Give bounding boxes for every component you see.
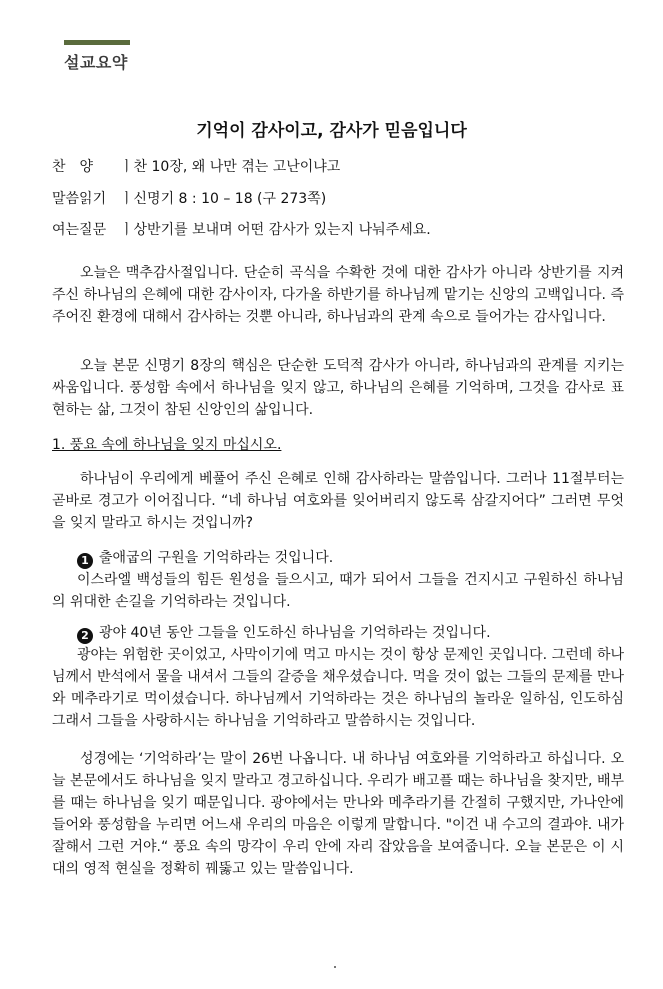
point-1-title: 출애굽의 구원을 기억하라는 것입니다. <box>99 550 334 566</box>
meta-hymn <box>52 156 340 176</box>
header-bar <box>64 40 130 45</box>
section-heading-1: 1. 풍요 속에 하나님을 잊지 마십시오. <box>52 437 282 453</box>
point-1-number: 1 <box>77 553 93 569</box>
header-label: 설교요약 <box>64 53 128 72</box>
point-2-number: 2 <box>77 628 93 644</box>
point-1-body: 이스라엘 백성들의 힘든 원성을 들으시고, 때가 되어서 그들을 건지시고 구원하신 하나님의 위대한 손길을 기억하라는 것입니다. <box>52 572 624 610</box>
point-2-title: 광야 40년 동안 그들을 인도하신 하나님을 기억하라는 것입니다. <box>99 625 491 641</box>
hymn-value: ㅣ찬 10장, 왜 나만 겪는 고난이냐고 <box>120 159 341 175</box>
point-2 <box>52 622 624 732</box>
meta-reading <box>52 188 326 208</box>
point-1-heading <box>77 547 624 569</box>
meta-question <box>52 219 431 239</box>
question-label: 여는질문 <box>52 222 107 238</box>
paragraph-remember: 성경에는 ‘기억하라’는 말이 26번 나옵니다. 내 하나님 여호와를 기억하라고 하십니다. 오늘 본문에서도 하나님을 잊지 말라고 경고하십니다. 우리가 배고플 때는 하나님을 찾지만, 배부를 때는 하나님을 잊기 때문입니다. 광야에서는 만나와 메추라기를 간절히 구했지만, 가나안에 들어와 풍성함을 누리면 어느새 우리의 마음은 이렇게 말합니다. "이건 내 수고의 결과야. 내가 잘해서 그런 거야.“ 풍요 속의 망각이 우리 안에 자리 잡았음을 보여줍니다. 오늘 본문은 이 시대의 영적 현실을 정확히 꿰뚫고 있는 말씀입니다. <box>52 751 624 877</box>
paragraph-core: 오늘 본문 신명기 8장의 핵심은 단순한 도덕적 감사가 아니라, 하나님과의 관계를 지키는 싸움입니다. 풍성함 속에서 하나님을 잊지 않고, 하나님의 은혜를 기억하며, 그것을 감사로 표현하는 삶, 그것이 참된 신앙인의 삶입니다. <box>52 358 624 418</box>
point-2-heading <box>77 622 624 644</box>
paragraph-intro: 오늘은 맥추감사절입니다. 단순히 곡식을 수확한 것에 대한 감사가 아니라 상반기를 지켜주신 하나님의 은혜에 대한 감사이자, 다가올 하반기를 하나님께 맡기는 신앙의 고백입니다. 즉 주어진 환경에 대해서 감사하는 것뿐 아니라, 하나님과의 관계 속으로 들어가는 감사입니다. <box>52 265 624 325</box>
point-2-body: 광야는 위험한 곳이었고, 사막이기에 먹고 마시는 것이 항상 문제인 곳입니다. 그런데 하나님께서 반석에서 물을 내셔서 그들의 갈증을 채우셨습니다. 먹을 것이 없는 그들의 문제를 만나와 메추라기로 먹이셨습니다. 하나님께서 기억하라는 것은 하나님의 놀라운 일하심, 인도하심 그래서 그들을 사랑하시는 하나님을 기억하라고 말씀하시는 것입니다. <box>52 647 624 729</box>
hymn-label: 찬양 <box>52 159 108 175</box>
page-dot <box>334 966 336 968</box>
paragraph-warning: 하나님이 우리에게 베풀어 주신 은혜로 인해 감사하라는 말씀입니다. 그러나 11절부터는 곧바로 경고가 이어집니다. “네 하나님 여호와를 잊어버리지 않도록 삼갈지어다” 그러면 무엇을 잊지 말라고 하시는 것입니까? <box>52 471 624 531</box>
reading-value: ㅣ신명기 8 : 10 – 18 (구 273쪽) <box>120 191 327 207</box>
sermon-title: 기억이 감사이고, 감사가 믿음입니다 <box>196 121 467 141</box>
reading-label: 말씀읽기 <box>52 191 107 207</box>
point-1 <box>52 547 624 613</box>
question-value: ㅣ상반기를 보내며 어떤 감사가 있는지 나눠주세요. <box>120 222 431 238</box>
